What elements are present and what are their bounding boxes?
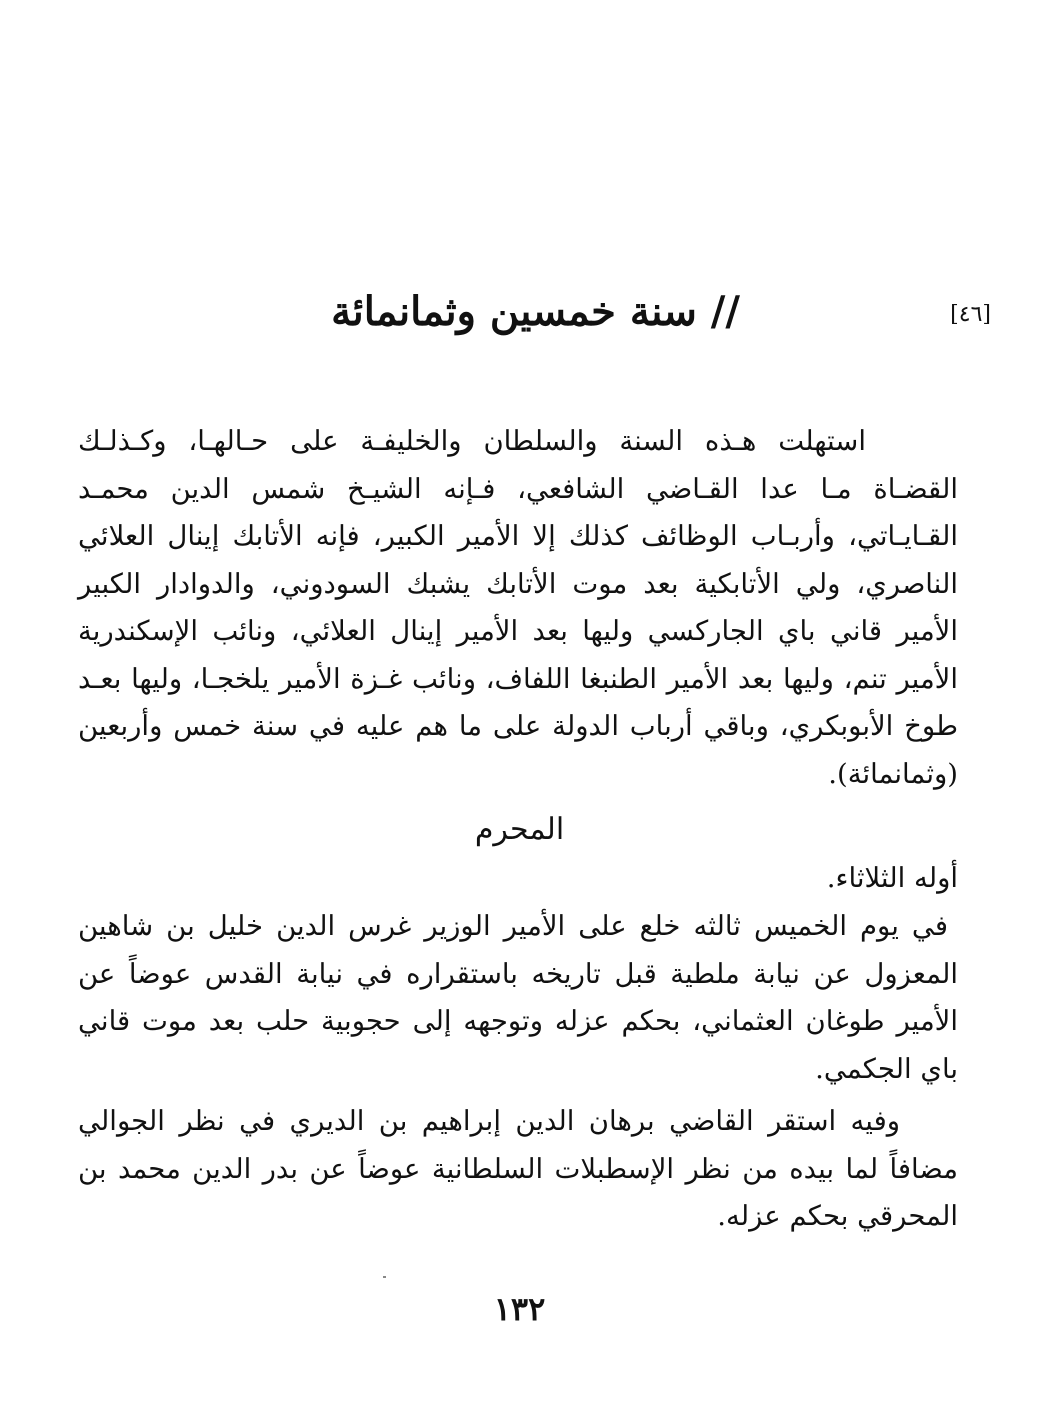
thursday-paragraph: في يوم الخميس ثالثه خلع على الأمير الوزير غرس الدين خليل بن شاهين المعزول عن نيابة ملطية قبل تاريخه باستقراره في نيابة القدس عوضاً عن الأمير طوغان العثماني، بحكم عزله وتوجهه إلى حجوبية حلب بعد موت قاني باي الجكمي. (78, 910, 958, 1085)
section-heading: المحرم (474, 812, 565, 847)
print-speck (383, 1276, 386, 1278)
first-day-line: أوله الثلاثاء. (826, 862, 958, 894)
appointment-paragraph: وفيه استقر القاضي برهان الدين إبراهيم بن الديري في نظر الجوالي مضافاً لما بيده من نظر الإسطبلات السلطانية عوضاً عن بدر الدين محمد بن المحرقي بحكم عزله. (78, 1105, 958, 1232)
page-number: ١٣٢ (493, 1290, 546, 1328)
folio-marker: [٤٦] (950, 302, 991, 327)
chapter-title: // سنة خمسين وثمانمائة (331, 288, 740, 335)
intro-paragraph: استهلت هـذه السنة والسلطان والخليفـة على حـالهـا، وكـذلـك القضـاة مـا عدا القـاضي الشافعي، فـإنه الشيـخ شمس الدين محمـد القـايـاتي، وأربـاب الوظائف كذلك إلا الأمير الكبير، فإنه الأتابك إينال العلائي الناصري، ولي الأتابكية بعد موت الأتابك يشبك السودوني، والدوادار الكبير الأمير قاني باي الجاركسي وليها بعد الأمير إينال العلائي، ونائب الإسكندرية الأمير تنم، وليها بعد الأمير الطنبغا اللفاف، ونائب غـزة الأمير يلخجـا، وليها بعـد طوخ الأبوبكري، وباقي أرباب الدولة على ما هم عليه في سنة خمس وأربعين (وثمانمائة). (78, 425, 958, 790)
